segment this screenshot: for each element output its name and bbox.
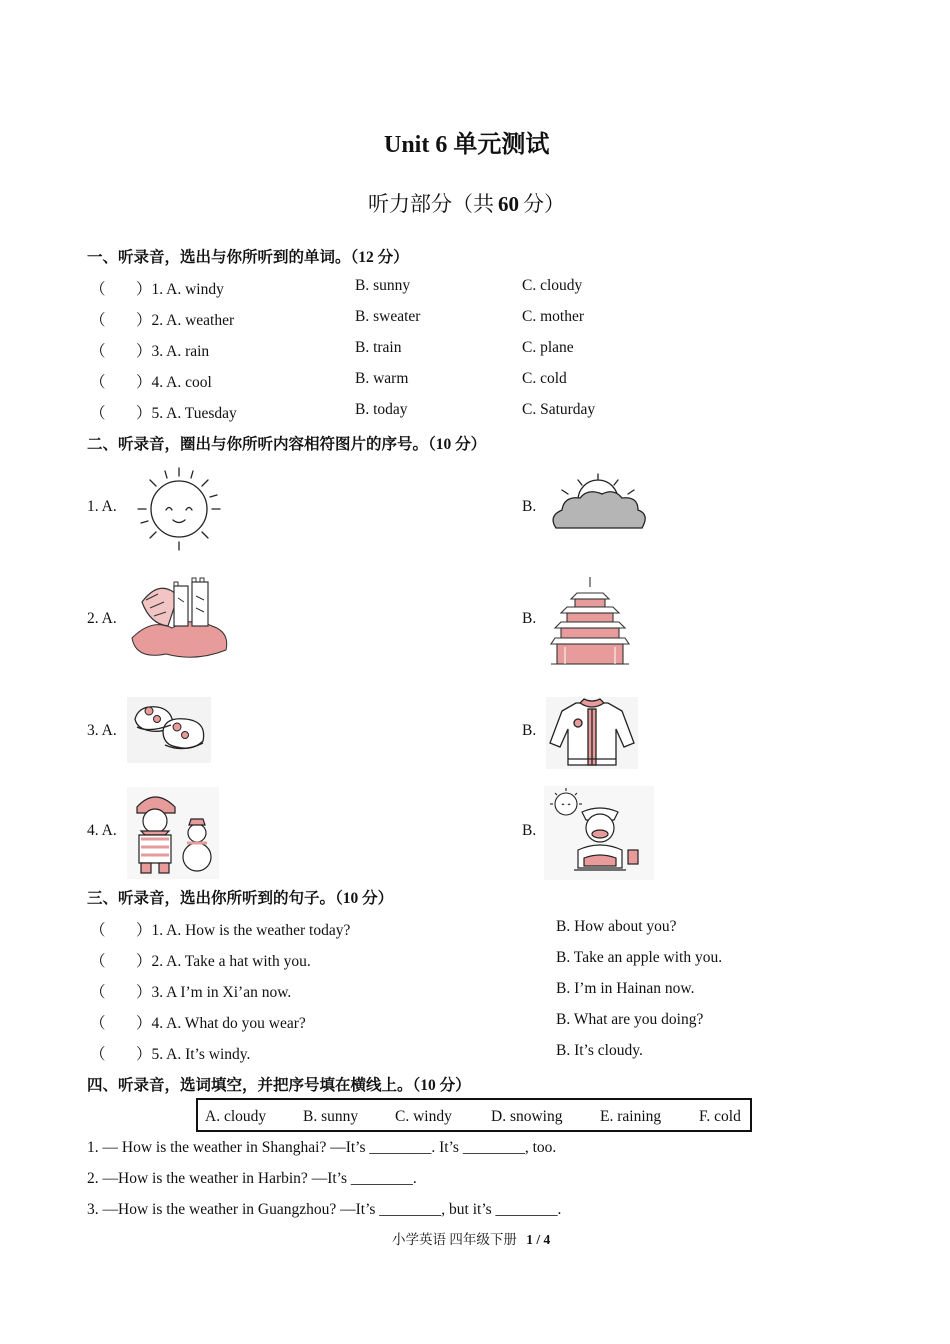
section-3-title: 三、听录音，选出你所听到的句子。（10 分）: [87, 890, 394, 907]
question-option-b: B. today: [355, 401, 408, 418]
subtitle-prefix: 听力部分（共: [368, 192, 494, 216]
question-option-a: ）4. A. cool: [136, 374, 212, 391]
sentence-option-b: B. I’m in Hainan now.: [556, 980, 695, 997]
word-bank-item: A. cloudy: [205, 1108, 267, 1125]
sentence-option-a: ）4. A. What do you wear?: [136, 1015, 306, 1032]
answer-bracket[interactable]: （: [90, 1015, 106, 1032]
sentence-option-a: ）2. A. Take a hat with you.: [136, 953, 311, 970]
subtitle-score: 60: [498, 192, 519, 216]
hot-weather-picture[interactable]: [544, 786, 654, 880]
question-option-c: C. cold: [522, 370, 567, 387]
answer-bracket[interactable]: （: [90, 343, 106, 360]
sentence-option-a: ）5. A. It’s windy.: [136, 1046, 251, 1063]
footer-text: 小学英语 四年级下册: [392, 1232, 517, 1247]
answer-bracket[interactable]: （: [90, 405, 106, 422]
question-option-b: B. warm: [355, 370, 409, 387]
question-option-c: C. mother: [522, 308, 584, 325]
answer-bracket[interactable]: （: [90, 1046, 106, 1063]
cloud-picture[interactable]: [548, 474, 648, 536]
fill-blank-line[interactable]: 2. —How is the weather in Harbin? —It’s ________.: [87, 1170, 417, 1187]
picture-label-3a: 3. A.: [87, 722, 117, 739]
page-footer: [392, 1228, 550, 1248]
word-bank: [196, 1098, 752, 1132]
answer-bracket[interactable]: （: [90, 281, 106, 298]
section-2-title: 二、听录音，圈出与你所听内容相符图片的序号。（10 分）: [87, 436, 487, 453]
pagoda-picture[interactable]: [551, 577, 629, 667]
picture-label-2b: B.: [522, 610, 537, 627]
sentence-option-b: B. Take an apple with you.: [556, 949, 723, 966]
answer-bracket[interactable]: （: [90, 953, 106, 970]
sentence-option-b: B. It’s cloudy.: [556, 1042, 643, 1059]
fill-blank-line[interactable]: 1. — How is the weather in Shanghai? —It’s ________. It’s ________, too.: [87, 1139, 557, 1156]
question-option-c: C. plane: [522, 339, 574, 356]
word-bank-item: D. snowing: [491, 1108, 563, 1125]
shoes-picture[interactable]: [127, 697, 211, 763]
sentence-option-a: ）3. A I’m in Xi’an now.: [136, 984, 292, 1001]
subtitle-suffix: 分）: [523, 192, 565, 216]
question-option-a: ）3. A. rain: [136, 343, 210, 360]
page-title: Unit 6 单元测试: [384, 132, 550, 158]
sentence-option-a: ）1. A. How is the weather today?: [136, 922, 351, 939]
question-option-a: ）2. A. weather: [136, 312, 235, 329]
picture-label-1b: B.: [522, 498, 537, 515]
question-option-a: ）5. A. Tuesday: [136, 405, 237, 422]
sentence-option-b: B. How about you?: [556, 918, 677, 935]
answer-bracket[interactable]: （: [90, 312, 106, 329]
question-option-c: C. Saturday: [522, 401, 596, 418]
fill-blank-line[interactable]: 3. —How is the weather in Guangzhou? —It’s ________, but it’s ________.: [87, 1201, 562, 1218]
question-option-b: B. sunny: [355, 277, 411, 294]
great-wall-picture[interactable]: [128, 578, 230, 662]
page-number: 1 / 4: [526, 1232, 551, 1247]
picture-label-1a: 1. A.: [87, 498, 117, 515]
question-option-b: B. train: [355, 339, 402, 356]
answer-bracket[interactable]: （: [90, 922, 106, 939]
sentence-option-b: B. What are you doing?: [556, 1011, 704, 1028]
picture-label-4a: 4. A.: [87, 822, 117, 839]
sun-picture[interactable]: [136, 466, 222, 552]
answer-bracket[interactable]: （: [90, 984, 106, 1001]
question-option-b: B. sweater: [355, 308, 421, 325]
jacket-picture[interactable]: [546, 697, 638, 769]
section-1-title: 一、听录音，选出与你所听到的单词。（12 分）: [87, 249, 409, 266]
word-bank-item: E. raining: [600, 1108, 662, 1125]
word-bank-item: B. sunny: [303, 1108, 359, 1125]
page-subtitle: [368, 188, 565, 218]
snowman-picture[interactable]: [127, 787, 219, 879]
picture-label-3b: B.: [522, 722, 537, 739]
word-bank-item: F. cold: [699, 1108, 741, 1125]
picture-label-2a: 2. A.: [87, 610, 117, 627]
word-bank-item: C. windy: [395, 1108, 452, 1125]
picture-label-4b: B.: [522, 822, 537, 839]
section-4-title: 四、听录音，选词填空，并把序号填在横线上。（10 分）: [87, 1077, 471, 1094]
question-option-c: C. cloudy: [522, 277, 583, 294]
question-option-a: ）1. A. windy: [136, 281, 224, 298]
answer-bracket[interactable]: （: [90, 374, 106, 391]
